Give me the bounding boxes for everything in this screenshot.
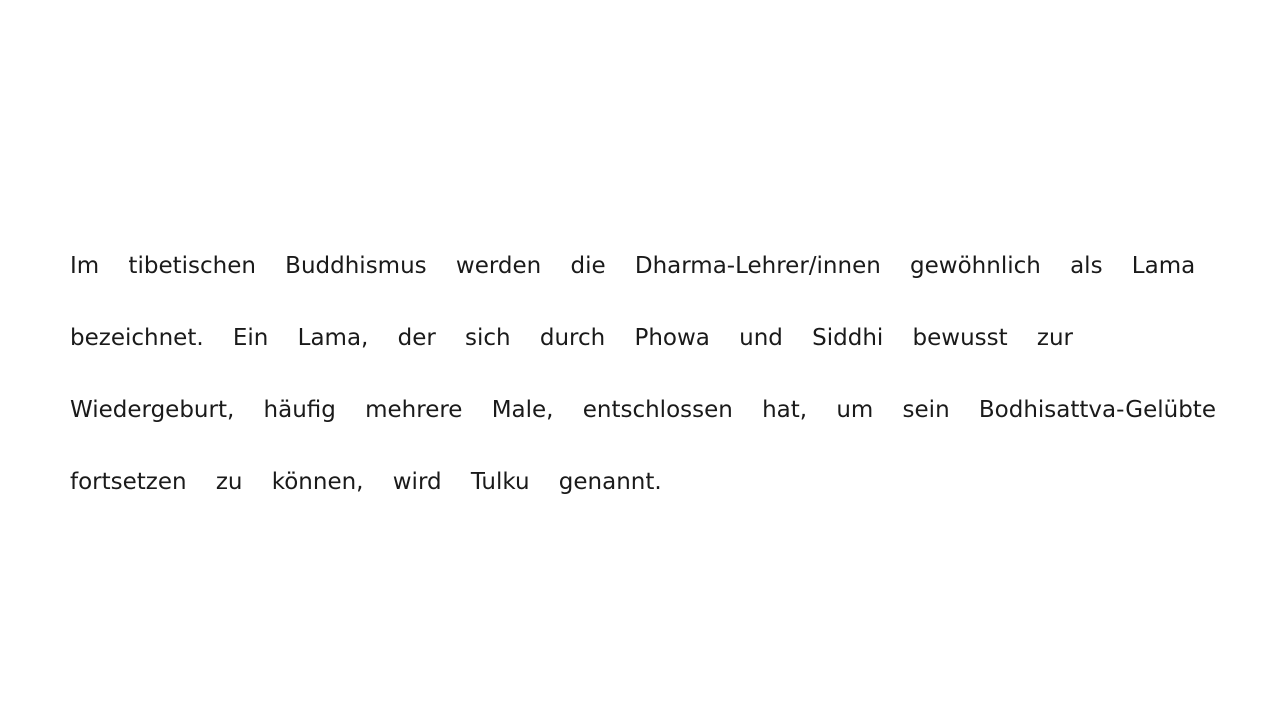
paragraph-line-1 xyxy=(70,242,1230,314)
paragraph-line-3 xyxy=(70,386,1230,458)
paragraph-line-text: bezeichnet. Ein Lama, der sich durch Phowa und Siddhi bewusst zur xyxy=(70,325,1074,351)
paragraph-line-4 xyxy=(70,458,1230,530)
paragraph-line-text: fortsetzen zu können, wird Tulku genannt. xyxy=(70,469,662,495)
body-paragraph xyxy=(70,242,1230,530)
paragraph-line-text: Wiedergeburt, häufig mehrere Male, entschlossen hat, um sein Bodhisattva-Gelübte xyxy=(70,397,1216,423)
paragraph-line-2 xyxy=(70,314,1230,386)
paragraph-line-text: Im tibetischen Buddhismus werden die Dharma-Lehrer/innen gewöhnlich als Lama xyxy=(70,253,1196,279)
